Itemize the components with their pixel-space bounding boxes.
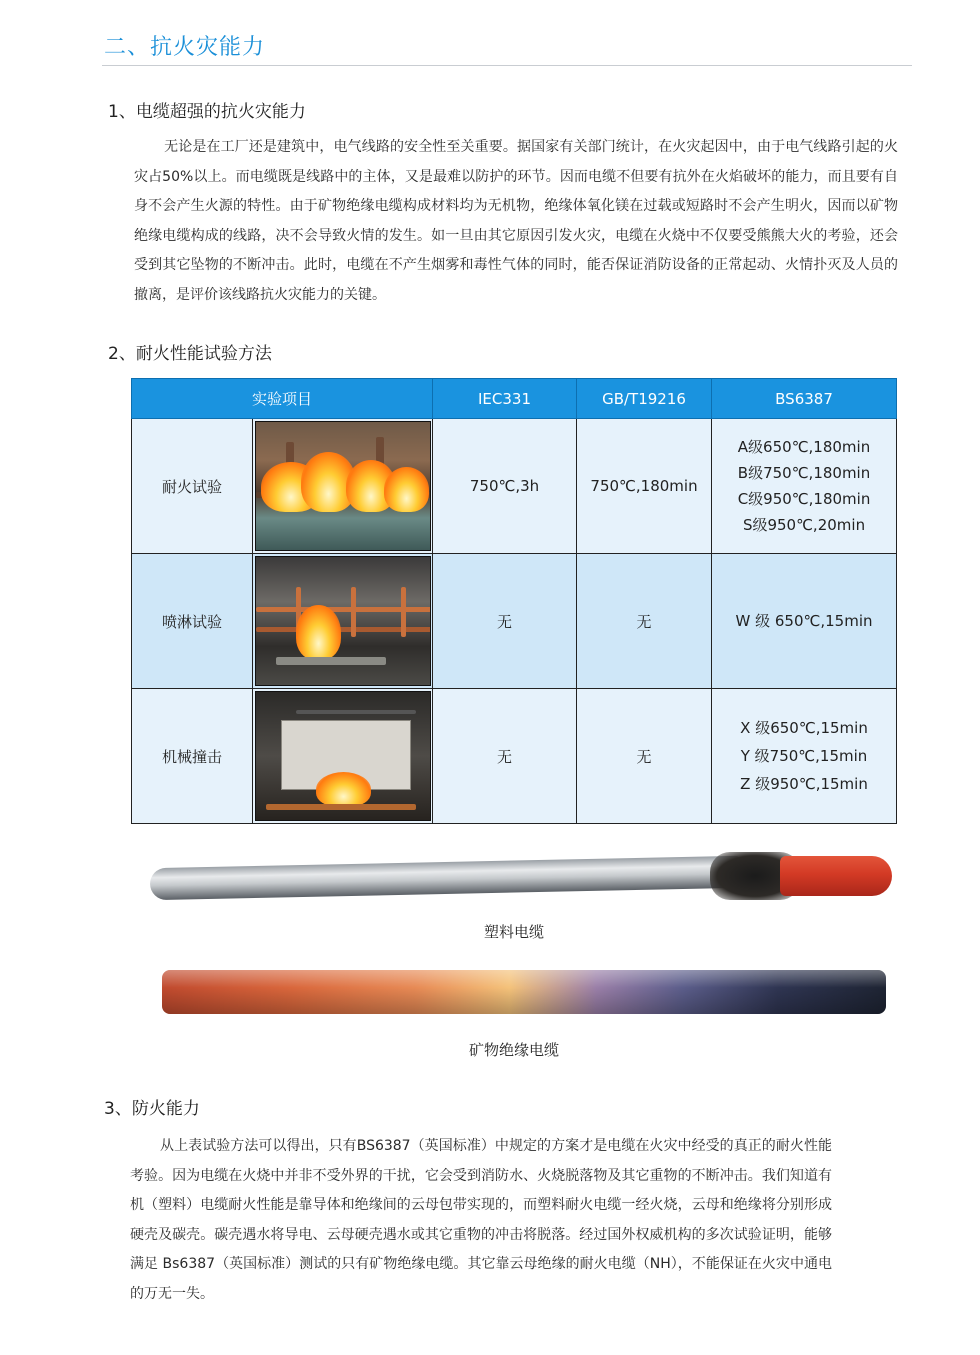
cell-gb-t19216: 无 — [577, 689, 712, 824]
cell-bs6387 — [712, 689, 897, 824]
header-bs6387: BS6387 — [712, 379, 897, 419]
bs-grade-line: W 级 650℃,15min — [735, 612, 873, 630]
cell-item: 机械撞击 — [132, 689, 253, 824]
section3-heading: 3、防火能力 — [104, 1099, 200, 1119]
header-gb-t19216: GB/T19216 — [577, 379, 712, 419]
table-row — [132, 689, 897, 824]
bs-grade-line: S级950℃,20min — [742, 516, 866, 534]
section3-paragraph-text: 从上表试验方法可以得出，只有BS6387（英国标准）中规定的方案才是电缆在火灾中经受的真正的耐火性能考验。因为电缆在火烧中并非不受外界的干扰，它会受到消防水、火烧脱落物及其它重物的不断冲击。我们知道有机（塑料）电缆耐火性能是靠导体和绝缘间的云母包带实现的，而塑料耐火电缆一经火烧，云母和绝缘将分别形成硬壳及碳壳。碳壳遇水将导电、云母硬壳遇水或其它重物的冲击将脱落。经过国外权威机构的多次试验证明，能够满足 Bs6387（英国标准）测试的只有矿物绝缘电缆。其它靠云母绝缘的耐火电缆（NH），不能保证在火灾中通电的万无一失。 — [130, 1138, 832, 1302]
header-test-item: 实验项目 — [132, 379, 433, 419]
table-row — [132, 419, 897, 554]
table-row — [132, 554, 897, 689]
cell-iec331: 750℃,3h — [433, 419, 577, 554]
cell-gb-t19216: 无 — [577, 554, 712, 689]
page-title: 二、抗火灾能力 — [104, 35, 266, 60]
cell-iec331: 无 — [433, 554, 577, 689]
plastic-cable-image — [150, 852, 892, 902]
cell-bs6387 — [712, 419, 897, 554]
title-divider — [102, 65, 912, 66]
cell-photo — [253, 689, 433, 824]
section1-paragraph — [134, 133, 898, 310]
section1-paragraph-text: 无论是在工厂还是建筑中，电气线路的安全性至关重要。据国家有关部门统计，在火灾起因中，由于电气线路引起的火灾占50%以上。而电缆既是线路中的主体，又是最难以防护的环节。因而电缆不但要有抗外在火焰破坏的能力，而且要有自身不会产生火源的特性。由于矿物绝缘电缆构成材料均为无机物，绝缘体氧化镁在过载或短路时不会产生明火，因而以矿物绝缘电缆构成的线路，决不会导致火情的发生。如一旦由其它原因引发火灾，电缆在火烧中不仅要受熊熊大火的考验，还会受到其它坠物的不断冲击。此时，电缆在不产生烟雾和毒性气体的同时，能否保证消防设备的正常起动、火情扑灭及人员的撤离，是评价该线路抗火灾能力的关键。 — [134, 139, 898, 303]
bs-grade-line: B级750℃,180min — [737, 464, 871, 482]
bs-grade-line: X 级650℃,15min — [740, 719, 868, 737]
cell-photo — [253, 419, 433, 554]
section3-paragraph — [130, 1132, 832, 1309]
spray-test-photo — [255, 556, 431, 686]
bs-grade-line: A级650℃,180min — [737, 438, 871, 456]
bs-grade-line: C级950℃,180min — [737, 490, 871, 508]
cell-gb-t19216: 750℃,180min — [577, 419, 712, 554]
bs-grade-line: Y 级750℃,15min — [740, 747, 868, 765]
cell-photo — [253, 554, 433, 689]
cell-item: 耐火试验 — [132, 419, 253, 554]
section1-heading: 1、电缆超强的抗火灾能力 — [108, 102, 306, 122]
mineral-cable-image — [162, 970, 886, 1014]
cell-iec331: 无 — [433, 689, 577, 824]
impact-test-photo — [255, 691, 431, 821]
table-header-row — [132, 379, 897, 419]
header-iec331: IEC331 — [433, 379, 577, 419]
plastic-cable-caption: 塑料电缆 — [483, 923, 544, 941]
bs-grade-line: Z 级950℃,15min — [740, 775, 868, 793]
mineral-cable-caption: 矿物绝缘电缆 — [468, 1041, 559, 1059]
cell-item: 喷淋试验 — [132, 554, 253, 689]
cell-bs6387 — [712, 554, 897, 689]
fire-test-photo — [255, 421, 431, 551]
section2-heading: 2、耐火性能试验方法 — [108, 344, 272, 364]
fire-test-table — [131, 378, 897, 824]
